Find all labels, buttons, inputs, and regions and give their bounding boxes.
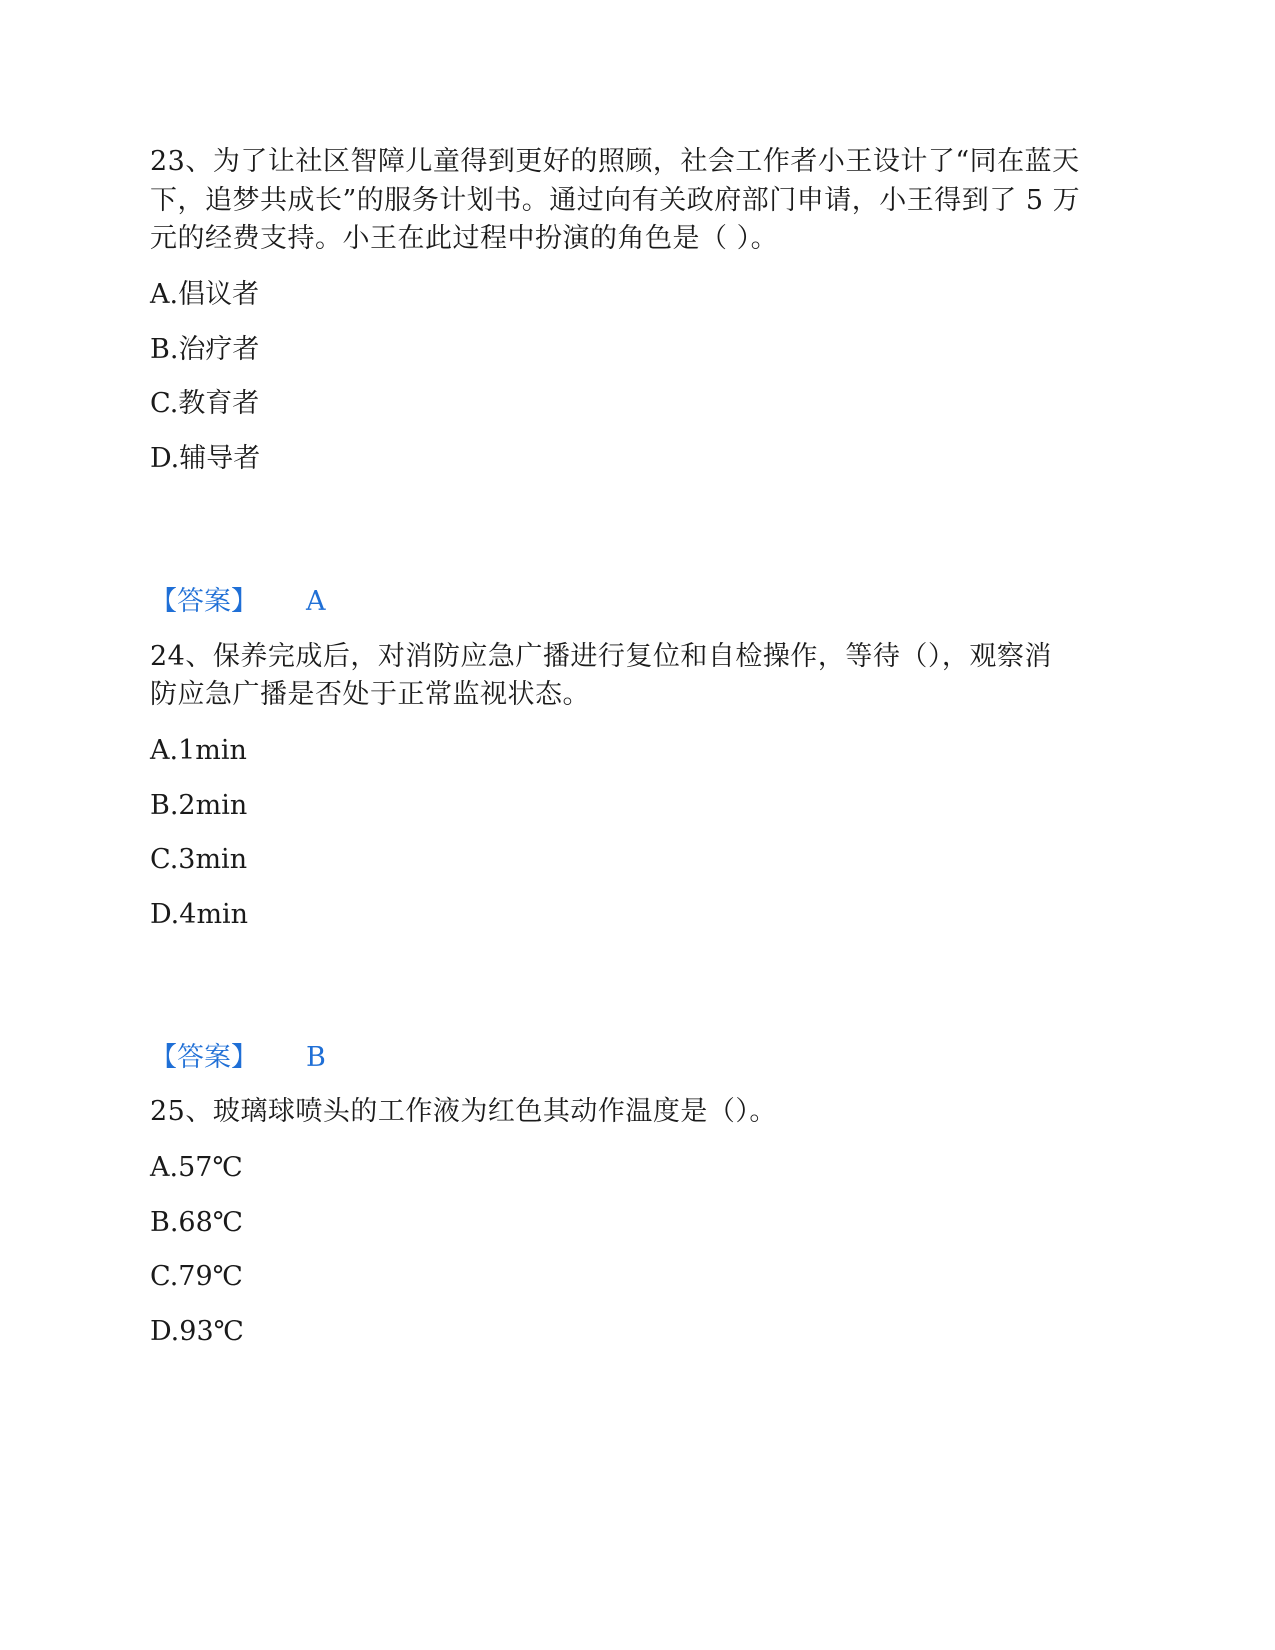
option-d: D.4min: [150, 899, 249, 930]
option-a: A.1min: [150, 735, 247, 766]
question-text-line: 防应急广播是否处于正常监视状态。: [150, 679, 590, 710]
answer-row: [150, 582, 326, 622]
option-a: A.57℃: [150, 1152, 243, 1183]
question-text-line: 23、为了让社区智障儿童得到更好的照顾，社会工作者小王设计了“同在蓝天: [150, 146, 1080, 177]
option-b: B.2min: [150, 790, 248, 821]
answer-value: B: [306, 1042, 326, 1073]
answer-label: 【答案】: [150, 586, 258, 617]
option-c: C.3min: [150, 844, 248, 875]
document-page: [150, 0, 1140, 1650]
answer-label: 【答案】: [150, 1042, 258, 1073]
question-text-line: 元的经费支持。小王在此过程中扮演的角色是（ ）。: [150, 223, 779, 254]
answer-value: A: [306, 586, 326, 617]
question-text-line: 下，追梦共成长”的服务计划书。通过向有关政府部门申请，小王得到了 5 万: [150, 185, 1081, 216]
option-d: D.辅导者: [150, 443, 261, 474]
option-a: A.倡议者: [150, 279, 260, 310]
option-c: C.79℃: [150, 1261, 243, 1292]
question-text-line: 24、保养完成后，对消防应急广播进行复位和自检操作，等待（），观察消: [150, 641, 1052, 672]
question-text-line: 25、玻璃球喷头的工作液为红色其动作温度是（）。: [150, 1096, 777, 1127]
option-b: B.68℃: [150, 1207, 243, 1238]
option-b: B.治疗者: [150, 334, 260, 365]
answer-row: [150, 1038, 326, 1078]
option-c: C.教育者: [150, 388, 260, 419]
option-d: D.93℃: [150, 1316, 244, 1347]
